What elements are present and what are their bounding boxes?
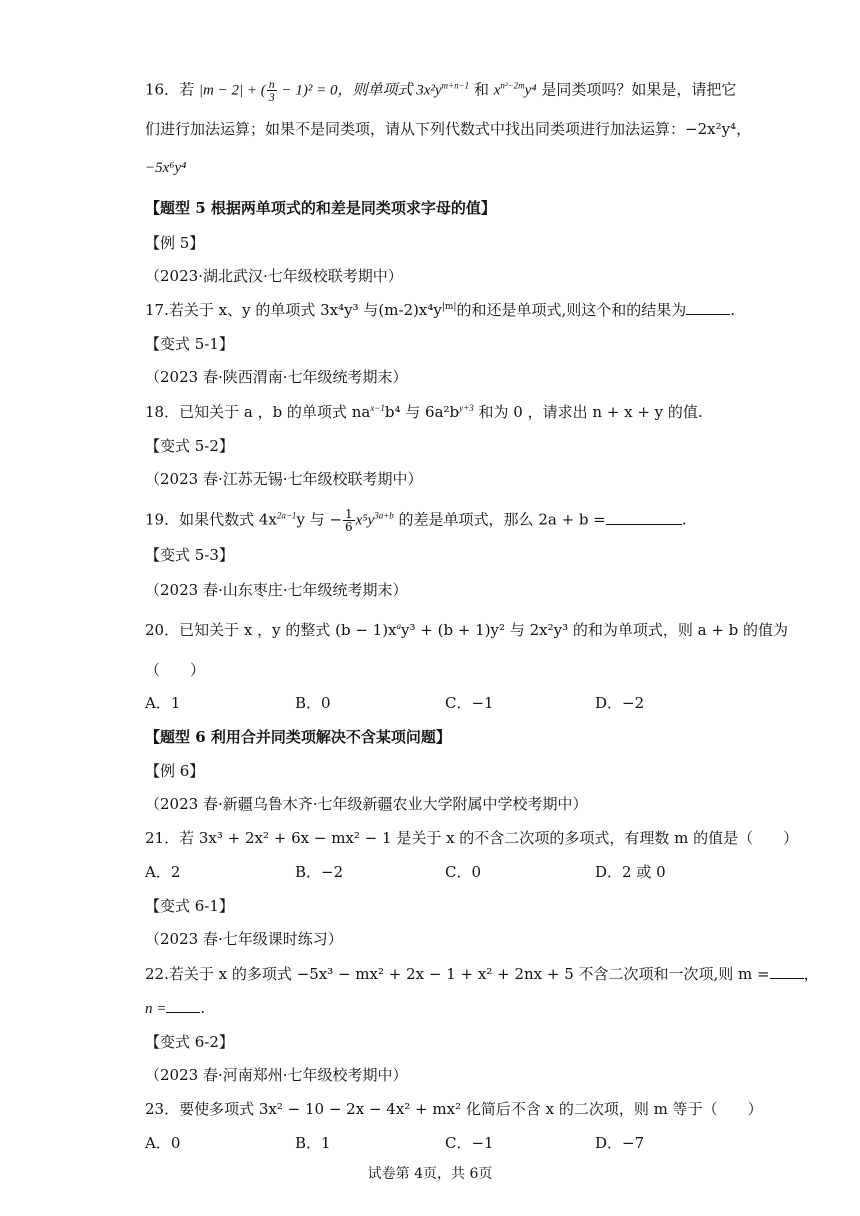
q16-line3: −5x⁶y⁴ [145, 160, 187, 176]
q17-text2: 的和还是单项式,则这个和的结果为 [456, 301, 687, 319]
q21-option-c[interactable]: C．0 [445, 863, 482, 881]
variant52-label: 【变式 5-2】 [145, 437, 234, 455]
q20-paren: （ ） [145, 661, 206, 679]
example6-source: （2023 春·新疆乌鲁木齐·七年级新疆农业大学附属中学校考期中） [145, 795, 588, 813]
q18-text: 18．已知关于 a ，b 的单项式 na [145, 403, 371, 421]
q19-end: . [681, 510, 687, 529]
q20-text: 20．已知关于 x ，y 的整式 (b − 1)x [145, 621, 397, 639]
q16-condition: |m − 2| + ( [198, 82, 266, 99]
q22-end1: ， [803, 965, 819, 983]
q17-answer-blank[interactable] [686, 300, 730, 315]
page-footer: 试卷第 4页，共 6页 [367, 1166, 493, 1182]
q18-sup2: y+3 [459, 403, 474, 413]
q16-expr1: 3x²y [416, 82, 442, 99]
q23-option-a[interactable]: A．0 [145, 1134, 181, 1152]
q19-frac-num: 1 [345, 507, 353, 521]
q23-option-c[interactable]: C．−1 [445, 1134, 494, 1152]
q17-line [145, 300, 735, 320]
q23-option-b[interactable]: B．1 [295, 1134, 331, 1152]
q16-expr2b: y⁴ [524, 82, 537, 99]
variant62-label: 【变式 6-2】 [145, 1033, 234, 1051]
variant53-label: 【变式 5-3】 [145, 546, 234, 564]
q17-text: 17.若关于 x、y 的单项式 3x⁴y³ 与(m-2)x⁴y [145, 301, 442, 319]
q19-sup2: 3a+b [374, 510, 394, 521]
q16-frac-num: n [268, 77, 275, 91]
q19-text: 19．如果代数式 4x [145, 510, 277, 529]
variant62-source: （2023 春·河南郑州·七年级校考期中） [145, 1066, 408, 1084]
q17-sup: |m| [441, 302, 457, 312]
q21-option-a[interactable]: A．2 [145, 863, 181, 881]
q19-answer-blank[interactable] [606, 510, 682, 525]
variant61-label: 【变式 6-1】 [145, 897, 234, 915]
example6-label: 【例 6】 [145, 762, 205, 780]
q16-frac-den: 3 [268, 90, 275, 104]
q16-fraction [267, 78, 277, 103]
q18-text2: b⁴ 与 6a²b [384, 403, 460, 421]
q16-expr2: x [493, 82, 501, 99]
variant61-source: （2023 春·七年级课时练习） [145, 930, 343, 948]
q16-rest: 是同类项吗？如果是，请把它 [536, 80, 737, 99]
q16-expr1-sup: m+n−1 [441, 80, 470, 91]
q20-option-c[interactable]: C．−1 [445, 694, 494, 712]
q22-n-label: n = [145, 1001, 167, 1017]
q23-text: 23．要使多项式 3x² − 10 − 2x − 4x² + mx² 化简后不含 x 的二次项，则 m 等于（ ） [145, 1100, 763, 1118]
q16-expr2-sup: n²−2m [500, 80, 525, 91]
q22-n-blank[interactable] [166, 998, 200, 1013]
q19-text4: 的差是单项式，那么 2a + b = [393, 510, 606, 529]
q20-text2: y³ + (b + 1)y² 与 2x²y³ 的和为单项式，则 a + b 的值为 [401, 621, 789, 639]
q18-text3: 和为 0 ，请求出 n + x + y 的值. [473, 403, 703, 421]
variant53-source: （2023 春·山东枣庄·七年级统考期末） [145, 581, 408, 599]
q22-line1 [145, 964, 819, 984]
q16-line2: 们进行加法运算；如果不是同类项，请从下列代数式中找出同类项进行加法运算：−2x²y⁴， [145, 120, 752, 138]
q22-line2 [145, 998, 205, 1019]
variant52-source: （2023 春·江苏无锡·七年级校联考期中） [145, 470, 423, 488]
q19-frac-den: 6 [345, 520, 353, 534]
q22-m-blank[interactable] [770, 964, 804, 979]
q20-sup: a [396, 621, 402, 631]
variant51-label: 【变式 5-1】 [145, 335, 234, 353]
q21-option-d[interactable]: D．2 或 0 [595, 863, 666, 881]
section6-title: 【题型 6 利用合并同类项解决不含某项问题】 [145, 728, 451, 746]
q20-line [145, 620, 788, 640]
q22-end2: . [200, 999, 206, 1017]
q16-and: 和 [469, 80, 494, 99]
q21-option-b[interactable]: B．−2 [295, 863, 344, 881]
q20-option-a[interactable]: A．1 [145, 694, 181, 712]
q16-condition-2: − 1)² = 0，则单项式 [277, 82, 417, 99]
q20-option-d[interactable]: D．−2 [595, 694, 645, 712]
example5-label: 【例 5】 [145, 234, 205, 252]
q18-line [145, 402, 703, 422]
q17-end: . [730, 301, 736, 319]
section5-title: 【题型 5 根据两单项式的和差是同类项求字母的值】 [145, 199, 496, 217]
q21-text: 21．若 3x³ + 2x² + 6x − mx² − 1 是关于 x 的不含二次项的多项式，有理数 m 的值是（ ） [145, 829, 799, 847]
q20-option-b[interactable]: B．0 [295, 694, 331, 712]
q22-text: 22.若关于 x 的多项式 −5x³ − mx² + 2x − 1 + x² + 2nx + 5 不含二次项和一次项,则 m = [145, 965, 770, 983]
q18-sup1: x−1 [370, 403, 385, 413]
q16-line1 [145, 78, 736, 103]
q19-line [145, 508, 687, 533]
q16-number: 16．若 [145, 80, 195, 99]
q19-sup1: 2a−1 [276, 510, 297, 521]
q19-fraction [343, 508, 355, 533]
example5-source: （2023·湖北武汉·七年级校联考期中） [145, 267, 403, 285]
q23-option-d[interactable]: D．−7 [595, 1134, 645, 1152]
q19-text3: x⁵y [355, 512, 375, 529]
q19-text2: y 与 − [296, 510, 343, 529]
variant51-source: （2023 春·陕西渭南·七年级统考期末） [145, 368, 408, 386]
